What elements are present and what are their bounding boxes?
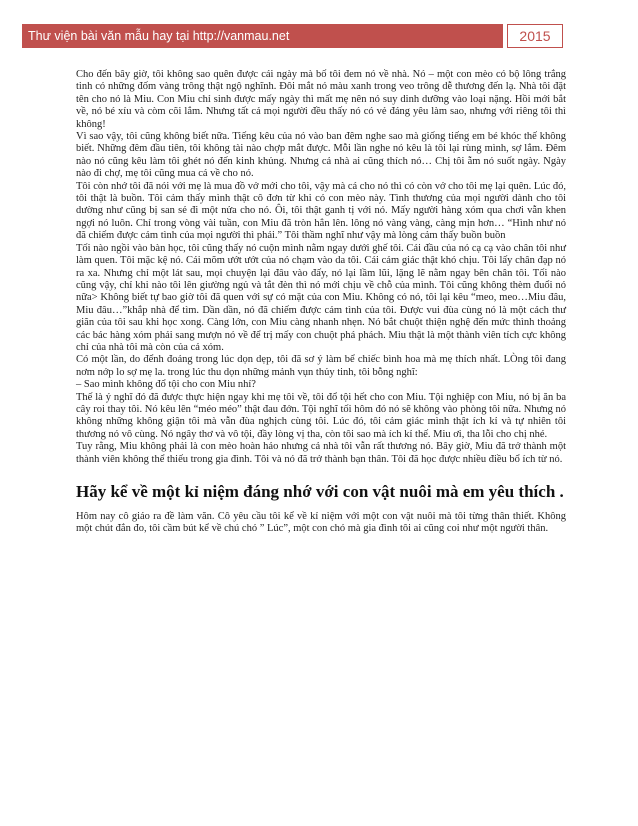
story-paragraph: Tuy rằng, Miu không phải là con mèo hoàn hảo nhưng cả nhà tôi vẫn rất thương nó. Bây giờ, Miu đã trở thành một thành viên không thể thiếu trong gia đình. Tôi và nó đã trở thành bạn thân. Tôi đã học được nhiều điều bổ ích từ nó. (76, 441, 566, 465)
story-paragraph: Có một lần, do đểnh đoảng trong lúc dọn dẹp, tôi đã sơ ý làm bể chiếc bình hoa mà mẹ thích nhất. LÒng tôi đang nơm nớp lo sợ mẹ la. trong lúc thu dọn những mảnh vụn thủy tinh, tôi bỗng nghĩ: (76, 354, 566, 378)
section-heading: Hãy kể về một kỉ niệm đáng nhớ với con vật nuôi mà em yêu thích . (76, 482, 564, 501)
page-header (22, 24, 563, 48)
header-year: 2015 (507, 24, 563, 48)
section-paragraph: Hôm nay cô giáo ra đề làm văn. Cô yêu cầu tôi kể về kỉ niệm với một con vật nuôi mà tôi từng thân thiết. Không một chút đắn đo, tôi cầm bút kể về chú chó ” Lúc”, một con chó mà gia đình tôi ai cũng coi như một người thân. (76, 511, 566, 535)
story-paragraph: Tôi còn nhớ tôi đã nói với mẹ là mua đồ vở mới cho tôi, vậy mà cá cho nó thì có còn vở cho tôi mẹ lại quên. Lúc đó, tôi thật là buồn. Tôi cảm thấy mình thật cô đơn từ khi có con mèo này. Tình thương của mọi người dành cho tôi dường như cũng bị san sẻ đi một nửa cho nó. Ôi, tôi thật ganh tị với nó. Mấy người hàng xóm qua chơi vẫn khen ngợi nó luôn. Chỉ trong vòng vài tuần, con Miu đã tròn hẳn lên. lông nó vàng vàng, càng mịn hơn… “Hình như nó đã chiếm được cảm tình của mọi người thì phải.” Tôi thầm nghĩ như vậy mà lòng cảm thấy buồn buồn (76, 180, 566, 242)
story-paragraph: Vì sao vậy, tôi cũng không biết nữa. Tiếng kêu của nó vào ban đêm nghe sao mà giống tiếng em bé khóc thế không biết. Những đêm đầu tiên, tôi không tài nào chợp mắt được. Mỗi lần nghe nó kêu là tôi lại rùng mình, sợ lắm. Đêm nào nó cũng kêu làm tôi ghét nó đến kinh khủng. Nhưng cả nhà ai cũng thích nó… Chị tôi ẵm nó suốt ngày. Ngày nào đi chợ, mẹ tôi cũng mua cá về cho nó. (76, 131, 566, 180)
story-dialogue: – Sao mình không đổ tội cho con Miu nhỉ? (76, 379, 256, 391)
story-paragraph: Tối nào ngồi vào bàn học, tôi cũng thấy nó cuộn mình nằm ngay dưới ghế tôi. Cái đầu của nó cạ cạ vào chân tôi như làm quen. Tôi mặc kệ nó. Cái mõm ướt ướt của nó chạm vào da tôi. Cái cảm giác thật khó chịu. Tôi lấy chân đạp nó ra xa. Nhưng chỉ một lát sau, mọi chuyện lại đâu vào đấy, nó lại lầm lũi, lặng lẽ nằm ngay bên chân tôi. Tối nào cũng vậy, chỉ khi nào tôi lên giường ngủ và tắt đèn thì nó mới chịu về chỗ của mình. Tôi cũng không thèm đuổi nó nữa> Không biết tự bao giờ tôi đã quen với sự có mặt của con Miu. Không có nó, tôi lại kêu “meo, meo…Miu đâu, Miu đâu…”khắp nhà để tìm. Dần dần, nó đã chiếm được cảm tình của tôi. Được vui đùa cùng nó là một cách thư giãn của tôi sau khi học xong. Càng lớn, con Miu càng nhanh nhẹn. Nó bắt chuột thiện nghệ đến mức thình thoảng các bác hàng xóm phải sang mượn nó về để trị mấy con chuột phá phách. Miu thật là một thành viên tích cực không chỉ của nhà tôi mà còn của cả xóm. (76, 242, 566, 353)
header-title: Thư viện bài văn mẫu hay tại http://vanmau.net (22, 24, 503, 48)
story-paragraph: Cho đến bây giờ, tôi không sao quên được cái ngày mà bố tôi đem nó về nhà. Nó – một con mèo có bộ lông trắng tinh có những đốm vàng trông thật ngộ nghĩnh. Đôi mắt nó màu xanh trong veo trông dễ thương đến lạ. Nhà tôi đặt tên cho nó là Miu. Con Miu chỉ sinh được mấy ngày thì mất mẹ nên nó suy dinh dưỡng vào loại nặng. Hồi mới bắt về, nó bé xíu và còm cõi lắm. Nhưng tất cả mọi người đều thấy nó có vẻ đáng yêu làm sao, nhưng với riêng tôi thì không! (76, 69, 566, 130)
document-body (76, 69, 566, 536)
story-paragraph: Thế là ý nghĩ đó đã được thực hiện ngay khi mẹ tôi về, tôi đổ tội hết cho con Miu. Tội nghiệp con Miu, nó bị ăn ba cây roi thay tôi. Nó kêu lên “méo méo” thật đau đớn. Tội nghĩ tối hôm đó nó sẽ không vào phòng tôi nữa. Nhưng nó không những không giận tôi mà vẫn đùa nghịch cùng tôi. Lúc đó, tôi cảm giác mình thật ích kỉ và tự nhiên tôi thương nó vô cùng. Nó ngây thơ và vô tội, đầy lòng vị tha, còn tôi sao mà ích kỉ thế. Miu ơi, tha lỗi cho chị nhé. (76, 391, 566, 440)
